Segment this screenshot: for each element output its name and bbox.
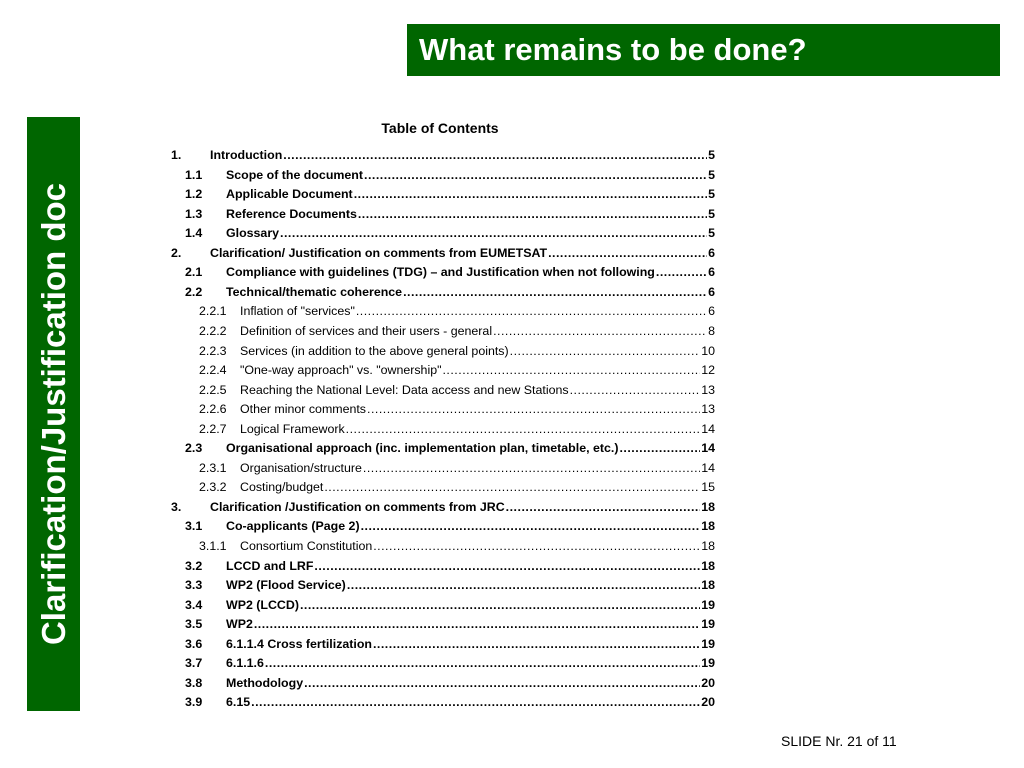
toc-entry-line <box>226 166 715 185</box>
toc-entry-line <box>226 263 715 282</box>
toc-entry-line <box>240 420 715 439</box>
toc-entry <box>165 693 715 712</box>
toc-dot-leader <box>510 342 701 361</box>
toc-entry <box>165 361 715 380</box>
toc-heading: Table of Contents <box>381 120 499 136</box>
toc-entry <box>165 459 715 478</box>
toc-entry <box>165 342 715 361</box>
toc-entry-page: 19 <box>701 636 715 651</box>
toc-dot-leader <box>364 166 707 185</box>
toc-entry-line <box>226 635 715 654</box>
toc-entry <box>165 283 715 302</box>
slide-title: What remains to be done? <box>407 24 1000 76</box>
toc-entry-label: Organisational approach (inc. implementation plan, timetable, etc.) <box>226 441 619 456</box>
toc-entry-line <box>226 283 715 302</box>
toc-entry-label: Technical/thematic coherence <box>226 284 403 299</box>
toc-dot-leader <box>356 302 707 321</box>
toc-entry-number: 3.4 <box>185 597 203 612</box>
toc-dot-leader <box>358 205 707 224</box>
toc-entry-page: 8 <box>708 323 715 338</box>
toc-entry <box>165 244 715 263</box>
toc-entry-number: 3.9 <box>185 695 203 710</box>
toc-entry-line <box>240 400 715 419</box>
toc-entry-page: 14 <box>701 460 715 475</box>
toc-entry <box>165 557 715 576</box>
toc-entry-number: 2. <box>171 245 182 260</box>
toc-entry-label: 6.15 <box>226 695 251 710</box>
toc-entry-label: Inflation of "services" <box>240 304 355 319</box>
toc-entry-label: Organisation/structure <box>240 460 362 475</box>
toc-entry-page: 5 <box>708 226 715 241</box>
toc-entry-line <box>226 224 715 243</box>
toc-entry-label: Introduction <box>210 148 283 162</box>
toc-entry-number: 3.5 <box>185 617 203 632</box>
toc-entry-label: Other minor comments <box>240 402 367 417</box>
toc-entry-page: 20 <box>701 675 715 690</box>
toc-entry-number: 2.2.5 <box>199 382 227 397</box>
toc-entry-number: 3.8 <box>185 675 203 690</box>
toc-dot-leader <box>363 459 700 478</box>
toc-dot-leader <box>548 244 707 263</box>
toc-entry-page: 6 <box>708 304 715 319</box>
toc-entry-page: 18 <box>701 578 715 593</box>
toc-dot-leader <box>570 381 701 400</box>
toc-entry-page: 12 <box>701 363 715 378</box>
toc-entry <box>165 439 715 458</box>
toc-entry-number: 3.6 <box>185 636 203 651</box>
toc-entry-line <box>226 205 715 224</box>
toc-entry-page: 6 <box>708 265 715 280</box>
toc-entry-page: 5 <box>708 167 715 182</box>
toc-entry-line <box>226 185 715 204</box>
toc-dot-leader <box>361 517 701 536</box>
toc-entry-page: 19 <box>701 656 715 671</box>
toc-entry-page: 5 <box>708 187 715 202</box>
toc-entry-line <box>226 557 715 576</box>
toc-entry-line <box>240 478 715 497</box>
toc-dot-leader <box>265 654 700 673</box>
toc-entry-label: Definition of services and their users - general <box>240 323 493 338</box>
toc-dot-leader <box>442 361 700 380</box>
toc-entry-label: Methodology <box>226 675 304 690</box>
toc-dot-leader <box>347 576 700 595</box>
toc-dot-leader <box>354 185 707 204</box>
toc-dot-leader <box>403 283 707 302</box>
toc-entry-number: 2.2.4 <box>199 363 227 378</box>
toc-entry <box>165 498 715 517</box>
toc-entry-number: 1.2 <box>185 187 203 202</box>
toc-entry-line <box>240 537 715 556</box>
toc-entry-line <box>226 693 715 712</box>
toc-entry-number: 2.2.6 <box>199 402 227 417</box>
toc-dot-leader <box>656 263 707 282</box>
toc-entry-page: 6 <box>708 245 715 260</box>
toc-entry-line <box>210 498 715 517</box>
toc-dot-leader <box>314 557 700 576</box>
toc-entry-line <box>226 615 715 634</box>
toc-entry-line <box>210 146 715 165</box>
toc-entry <box>165 615 715 634</box>
side-label-bar <box>27 117 80 711</box>
toc-entry-page: 6 <box>708 284 715 299</box>
toc-entry <box>165 263 715 282</box>
toc-entry-label: "One-way approach" vs. "ownership" <box>240 363 442 378</box>
toc-entry-page: 18 <box>701 558 715 573</box>
toc-dot-leader <box>254 615 700 634</box>
toc-entry-page: 14 <box>701 441 715 456</box>
side-label: Clarification/Justification doc <box>34 182 72 646</box>
toc-entry <box>165 635 715 654</box>
toc-entry-number: 3.3 <box>185 578 203 593</box>
toc-entry-page: 10 <box>701 343 715 358</box>
toc-entry-line <box>240 361 715 380</box>
toc-entry-number: 2.3.1 <box>199 460 227 475</box>
toc-entry-label: Consortium Constitution <box>240 539 373 553</box>
toc-entry-label: Logical Framework <box>240 421 345 436</box>
table-of-contents <box>165 118 715 712</box>
toc-entry-line <box>226 674 715 693</box>
toc-entry <box>165 224 715 243</box>
toc-entry <box>165 322 715 341</box>
toc-dot-leader <box>304 674 700 693</box>
toc-entry-page: 18 <box>701 519 715 534</box>
toc-entry-page: 5 <box>708 148 715 162</box>
toc-entry-number: 3.7 <box>185 656 203 671</box>
toc-entry-number: 1.1 <box>185 167 203 182</box>
toc-dot-leader <box>251 693 700 712</box>
toc-entry-number: 1. <box>171 148 182 162</box>
toc-entry-number: 2.2.7 <box>199 421 227 436</box>
toc-entry <box>165 596 715 615</box>
toc-entry-label: WP2 (Flood Service) <box>226 578 346 593</box>
toc-entry-line <box>240 459 715 478</box>
toc-entry-label: Clarification/ Justification on comments from EUMETSAT <box>210 245 548 260</box>
toc-entry-label: Reaching the National Level: Data access and new Stations <box>240 382 569 397</box>
toc-entry <box>165 146 715 165</box>
toc-entry <box>165 166 715 185</box>
toc-entry-label: 6.1.1.4 Cross fertilization <box>226 636 372 651</box>
toc-entry <box>165 517 715 536</box>
toc-entry-label: Reference Documents <box>226 206 357 221</box>
toc-entry-page: 5 <box>708 206 715 221</box>
toc-dot-leader <box>367 400 700 419</box>
toc-entry-number: 2.2.3 <box>199 343 227 358</box>
toc-entry-label: WP2 (LCCD) <box>226 597 299 612</box>
toc-entry-label: Clarification /Justification on comments from JRC <box>210 499 505 514</box>
toc-entry-page: 18 <box>701 499 715 514</box>
toc-entry-label: Applicable Document <box>226 187 353 202</box>
toc-entry-label: Compliance with guidelines (TDG) – and Justification when not following <box>226 265 655 280</box>
toc-entry <box>165 654 715 673</box>
toc-entry-label: Costing/budget <box>240 480 324 495</box>
toc-entry-label: Glossary <box>226 226 280 241</box>
toc-entry-number: 1.3 <box>185 206 203 221</box>
toc-entry-label: WP2 <box>226 617 253 632</box>
toc-entry-number: 2.3 <box>185 441 203 456</box>
toc-entry <box>165 400 715 419</box>
toc-entry <box>165 185 715 204</box>
toc-entry-line <box>240 302 715 321</box>
toc-dot-leader <box>619 439 700 458</box>
toc-entry-line <box>226 654 715 673</box>
toc-dot-leader <box>373 635 700 654</box>
toc-entry-line <box>210 244 715 263</box>
toc-entry-number: 2.2 <box>185 284 203 299</box>
toc-entry-line <box>226 439 715 458</box>
toc-entry-number: 3.1.1 <box>199 539 227 553</box>
toc-entry-number: 3.1 <box>185 519 203 534</box>
toc-entry-page: 13 <box>701 402 715 417</box>
toc-entry-line <box>226 576 715 595</box>
toc-entry-number: 2.1 <box>185 265 203 280</box>
toc-entry-page: 20 <box>701 695 715 710</box>
toc-dot-leader <box>373 537 700 556</box>
toc-entry-line <box>240 381 715 400</box>
toc-entry-number: 2.2.2 <box>199 323 227 338</box>
toc-entry-label: 6.1.1.6 <box>226 656 264 671</box>
toc-dot-leader <box>324 478 700 497</box>
toc-entry <box>165 674 715 693</box>
toc-dot-leader <box>346 420 701 439</box>
toc-dot-leader <box>493 322 707 341</box>
toc-entry <box>165 420 715 439</box>
toc-dot-leader <box>506 498 701 517</box>
toc-entry-page: 14 <box>701 421 715 436</box>
toc-entry-label: Scope of the document <box>226 167 363 182</box>
toc-entry-page: 19 <box>701 617 715 632</box>
toc-entry-line <box>226 517 715 536</box>
toc-entry-page: 13 <box>701 382 715 397</box>
toc-entry-number: 3.2 <box>185 558 203 573</box>
toc-entry-number: 2.2.1 <box>199 304 227 319</box>
toc-entry-page: 15 <box>701 480 715 495</box>
toc-entry-number: 2.3.2 <box>199 480 227 495</box>
toc-dot-leader <box>283 146 707 165</box>
toc-entry-label: LCCD and LRF <box>226 558 314 573</box>
toc-entry <box>165 381 715 400</box>
toc-entry <box>165 537 715 556</box>
toc-entry-page: 19 <box>701 597 715 612</box>
toc-entry-number: 3. <box>171 499 182 514</box>
toc-entry <box>165 576 715 595</box>
toc-entry <box>165 302 715 321</box>
toc-entry-label: Co-applicants (Page 2) <box>226 519 360 534</box>
toc-entry-label: Services (in addition to the above general points) <box>240 343 509 358</box>
toc-entry <box>165 478 715 497</box>
toc-entry-page: 18 <box>701 539 715 553</box>
toc-entry-number: 1.4 <box>185 226 203 241</box>
toc-entry-line <box>240 322 715 341</box>
toc-dot-leader <box>280 224 707 243</box>
slide-number: SLIDE Nr. 21 of 11 <box>781 733 897 749</box>
toc-entry-line <box>226 596 715 615</box>
toc-entry <box>165 205 715 224</box>
toc-entry-line <box>240 342 715 361</box>
toc-dot-leader <box>300 596 700 615</box>
